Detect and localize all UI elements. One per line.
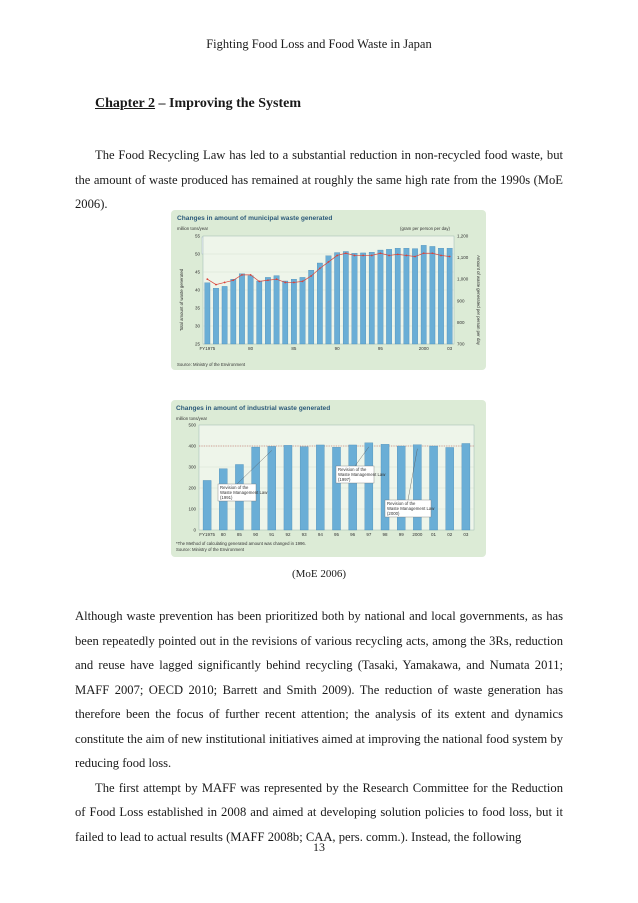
running-header: Fighting Food Loss and Food Waste in Japan bbox=[206, 37, 432, 51]
chart1-bar bbox=[395, 248, 400, 344]
chart1-line-point bbox=[388, 255, 390, 257]
chart1-bar bbox=[213, 288, 218, 344]
chart2-x-tick: 91 bbox=[269, 532, 275, 537]
chart1-y2-label: Amount of waste generated per person per day bbox=[476, 255, 481, 345]
chart1-bar bbox=[283, 281, 288, 344]
chart2-y-tick: 200 bbox=[188, 485, 196, 491]
chart1-bar bbox=[430, 246, 435, 344]
chart1-y2-tick: 700 bbox=[457, 341, 465, 347]
chart1-y2-tick: 800 bbox=[457, 319, 465, 325]
chart2-bar bbox=[430, 446, 438, 530]
chart1-x-tick: 2000 bbox=[418, 346, 429, 351]
chart2-x-tick: 90 bbox=[253, 532, 259, 537]
chart1-bar bbox=[386, 249, 391, 344]
chart1-bar bbox=[352, 253, 357, 344]
chart1-line-point bbox=[371, 255, 373, 257]
chart1-line-point bbox=[276, 278, 278, 280]
chart1-line-point bbox=[302, 280, 304, 282]
chart1-source: Source: Ministry of the Environment bbox=[177, 362, 246, 367]
chart1-line-point bbox=[354, 255, 356, 257]
chart1-bar bbox=[378, 250, 383, 344]
municipal-waste-figure bbox=[171, 210, 486, 370]
chart1-bar bbox=[309, 270, 314, 344]
chart1-line-point bbox=[380, 252, 382, 254]
chart1-line-point bbox=[345, 252, 347, 254]
chart2-y-tick: 500 bbox=[188, 422, 196, 428]
chart1-x-tick: FY1975 bbox=[199, 346, 216, 351]
chart2-x-tick: 2000 bbox=[412, 532, 423, 537]
chart2-x-tick: 92 bbox=[285, 532, 291, 537]
chart1-y-tick: 50 bbox=[194, 251, 200, 257]
chart2-annotation-text: Revision of the Waste Management Law (1997) bbox=[338, 467, 386, 482]
chart1-bar bbox=[257, 281, 262, 344]
chart2-x-tick: 97 bbox=[366, 532, 372, 537]
chart1-x-tick: 90 bbox=[334, 346, 340, 351]
chart1-bar bbox=[447, 248, 452, 344]
chart1-y2-tick: 1,100 bbox=[457, 255, 469, 261]
chart2-bar bbox=[203, 480, 211, 530]
chart2-footnote: *The Method of calculating generated amount was changed in 1996. bbox=[176, 541, 306, 546]
chart1-line-point bbox=[250, 274, 252, 276]
paragraph-2-text: Although waste prevention has been prioritized both by national and local governments, as has been repeatedly pointed out in the revisions of various recycling acts, among the 3Rs, reduction and reuse have lagged significantly behind recycling (Tasaki, Yamakawa, and Numata 2011; MAFF 2007; OECD 2010; Barrett and Smith 2009). The reduction of waste generation has therefore been the focus of further recent attention; the analysis of its extent and dynamics constitute the aim of new institutional initiatives aimed at improving the national food system by reducing food loss. bbox=[75, 609, 563, 770]
chart1-bar bbox=[421, 245, 426, 344]
chart2-annotation-text: Revision of the Waste Management Law (1991) bbox=[220, 485, 268, 500]
chart1-line-point bbox=[310, 275, 312, 277]
chart2-y-tick: 300 bbox=[188, 464, 196, 470]
chart1-line-point bbox=[405, 255, 407, 257]
chart1-bar bbox=[205, 283, 210, 344]
chart1-line-point bbox=[267, 279, 269, 281]
page-number: 13 bbox=[313, 840, 325, 854]
chart1-bar bbox=[291, 279, 296, 344]
chart1-line-point bbox=[449, 256, 451, 258]
chart2-bar bbox=[413, 445, 421, 530]
chart1-x-tick: 85 bbox=[291, 346, 297, 351]
figure-caption: (MoE 2006) bbox=[291, 568, 347, 580]
chart2-x-tick: 93 bbox=[301, 532, 307, 537]
chart2-bar bbox=[446, 447, 454, 530]
chart1-line-point bbox=[232, 279, 234, 281]
chart1-title: Changes in amount of municipal waste generated bbox=[177, 215, 333, 222]
chart1-bar bbox=[239, 274, 244, 344]
chart2-y-unit: million tons/year bbox=[176, 416, 208, 421]
chart1-y-tick: 55 bbox=[194, 233, 200, 239]
chart1-x-tick: 95 bbox=[377, 346, 383, 351]
chart1-bar bbox=[343, 251, 348, 344]
chart2-bar bbox=[462, 443, 470, 530]
paragraph-2 bbox=[75, 604, 563, 849]
chart2-x-tick: 80 bbox=[220, 532, 226, 537]
chart2-y-tick: 400 bbox=[188, 443, 196, 449]
chart1-line-point bbox=[293, 282, 295, 284]
chart2-x-tick: 96 bbox=[350, 532, 356, 537]
chart1-y-tick: 40 bbox=[194, 287, 200, 293]
chart1-y-tick: 45 bbox=[194, 269, 200, 275]
chart1-line-point bbox=[319, 268, 321, 270]
chart2-y-tick: 100 bbox=[188, 506, 196, 512]
chart2-x-tick: 02 bbox=[447, 532, 453, 537]
chapter-label: Chapter 2 bbox=[95, 96, 156, 111]
paragraph-1-text: The Food Recycling Law has led to a substantial reduction in non-recycled food waste, but the amount of waste produced has remained at roughly the same high rate from the 1990s (MoE 2006). bbox=[75, 148, 563, 211]
chart2-bar bbox=[332, 447, 340, 530]
chart1-y-tick: 30 bbox=[194, 323, 200, 329]
chart1-line-point bbox=[362, 255, 364, 257]
chart2-bar bbox=[397, 446, 405, 530]
chart1-bar bbox=[438, 248, 443, 344]
chart1-bar bbox=[360, 253, 365, 344]
chart1-y-label: Total amount of waste generated bbox=[179, 268, 184, 332]
chart2-annotation-text: Revision of the Waste Management Law (2000) bbox=[387, 501, 435, 516]
chart2-x-tick: 94 bbox=[317, 532, 323, 537]
chart1-y-tick: 35 bbox=[194, 305, 200, 311]
chart1-y2-tick: 1,000 bbox=[457, 276, 469, 282]
chart1-line-point bbox=[431, 252, 433, 254]
chart1-bar bbox=[300, 277, 305, 344]
chart1-bar bbox=[369, 252, 374, 344]
chart1-line-point bbox=[397, 253, 399, 255]
chart2-bar bbox=[268, 446, 276, 530]
chart2-x-tick: 95 bbox=[333, 532, 340, 537]
chart1-line-point bbox=[284, 282, 286, 284]
chart2-x-tick: 85 bbox=[236, 532, 242, 537]
chart1-bar bbox=[265, 277, 270, 344]
chart1-y2-tick: 900 bbox=[457, 298, 465, 304]
chart2-x-tick: 98 bbox=[382, 532, 388, 537]
chart1-line-point bbox=[206, 278, 208, 280]
chart1-bar bbox=[248, 276, 253, 344]
chart1-line-point bbox=[215, 284, 217, 286]
chart1-bar bbox=[274, 276, 279, 344]
chart1-line-point bbox=[440, 255, 442, 257]
chart2-bar bbox=[284, 445, 292, 530]
municipal-waste-chart bbox=[171, 210, 486, 370]
chart2-bar bbox=[349, 445, 357, 530]
chart1-bar bbox=[326, 256, 331, 344]
industrial-waste-figure bbox=[171, 400, 486, 557]
chart1-bar bbox=[334, 253, 339, 344]
chart1-x-tick: 80 bbox=[248, 346, 254, 351]
chart1-bar bbox=[412, 249, 417, 344]
chart2-x-tick: FY1975 bbox=[199, 532, 215, 537]
chart1-y2-tick: 1,200 bbox=[457, 233, 469, 239]
chart1-line-point bbox=[241, 274, 243, 276]
chart1-line-point bbox=[336, 255, 338, 257]
chart2-title: Changes in amount of industrial waste generated bbox=[176, 405, 331, 412]
chart1-line-point bbox=[414, 256, 416, 258]
chart2-x-tick: 03 bbox=[463, 532, 469, 537]
chapter-heading bbox=[95, 96, 301, 112]
chart1-y2-unit: (gram per person per day) bbox=[400, 226, 450, 231]
chart1-bar bbox=[222, 286, 227, 344]
chart1-bar bbox=[404, 248, 409, 344]
chart1-bar bbox=[231, 279, 236, 344]
chart2-bar bbox=[316, 445, 324, 530]
chart1-line-point bbox=[328, 261, 330, 263]
paragraph-1 bbox=[75, 143, 563, 217]
chart2-x-tick: 99 bbox=[398, 532, 404, 537]
chart2-bar bbox=[300, 447, 308, 530]
chart2-x-tick: 01 bbox=[431, 532, 437, 537]
chart1-line-point bbox=[423, 252, 425, 254]
chart1-bar bbox=[317, 263, 322, 344]
chapter-dash: – bbox=[155, 96, 170, 111]
chart1-y-tick: 25 bbox=[194, 341, 200, 347]
chart1-line-point bbox=[224, 282, 226, 284]
chart2-source: Source: Ministry of the Environment bbox=[176, 547, 245, 552]
chart1-line-point bbox=[258, 280, 260, 282]
chart2-y-tick: 0 bbox=[193, 527, 196, 533]
chapter-title: Improving the System bbox=[169, 96, 301, 111]
paragraph-3-text: The first attempt by MAFF was represented by the Research Committee for the Reduction of Food Loss established in 2008 and aimed at developing solution policies to food loss, but it failed to lead to actual results (MAFF 2008b; CAA, pers. comm.). Instead, the following bbox=[75, 780, 563, 844]
chart1-x-tick: 03 bbox=[447, 346, 453, 351]
industrial-waste-chart bbox=[171, 400, 486, 557]
chart1-y-unit: million tons/year bbox=[177, 226, 209, 231]
chart2-bar bbox=[365, 443, 373, 530]
